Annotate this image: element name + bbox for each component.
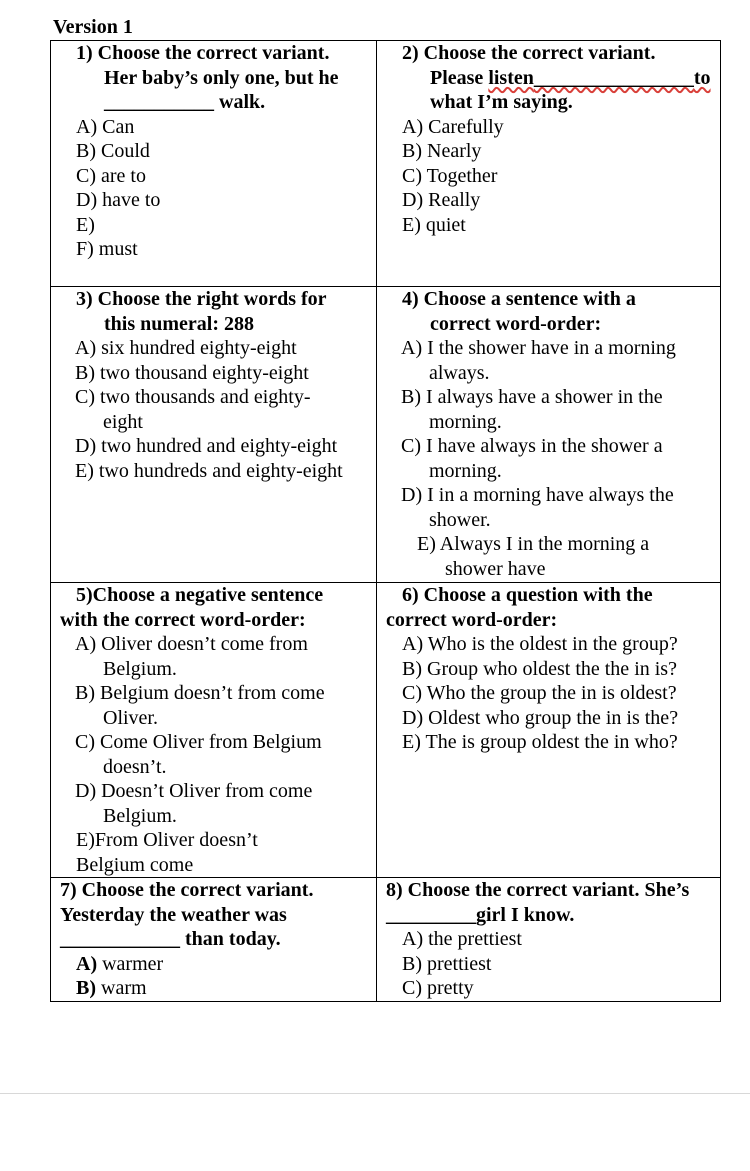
q4-line2: correct word-order: — [430, 312, 602, 335]
q3-option-c: C) two thousands and eighty-eight — [75, 386, 311, 433]
q8-blank: _________ — [386, 903, 476, 926]
q7-blank: ____________ — [60, 928, 180, 950]
q6-title: 6) Choose a question with the — [402, 584, 653, 606]
q1-blank: ___________ — [104, 91, 214, 113]
q5-line2: with the correct word-order: — [60, 608, 306, 631]
q5-option-a: A) Oliver doesn’t come from Belgium. — [75, 633, 308, 680]
q7-option-b-letter: B) — [76, 977, 96, 999]
q7-option-a-text: warmer — [97, 952, 164, 975]
version-label: Version 1 — [53, 16, 133, 38]
q8-title: 8) Choose the correct variant. She’s — [386, 879, 690, 901]
q2-line2 — [402, 66, 720, 91]
q3-title: 3) Choose the right words for — [76, 288, 327, 310]
q5-option-d: D) Doesn’t Oliver from come Belgium. — [75, 780, 313, 827]
q1-line3-rest: walk. — [214, 91, 266, 113]
q4-option-c: C) I have always in the shower a morning. — [401, 435, 663, 482]
q3-option-a: A) six hundred eighty-eight — [75, 337, 297, 359]
q2-to: to — [693, 66, 711, 89]
q5-title: 5)Choose a negative sentence — [76, 584, 324, 606]
q8-option-b: B) prettiest — [402, 952, 492, 975]
q4-option-b: B) I always have a shower in the morning. — [401, 386, 663, 433]
q1-option-e: E) — [76, 213, 95, 236]
question-8-cell — [377, 878, 721, 1002]
q6-option-c: C) Who the group the in is oldest? — [402, 682, 677, 704]
q2-option-d: D) Really — [402, 189, 481, 211]
question-3-cell — [51, 287, 377, 583]
q2-option-a: A) Carefully — [402, 115, 504, 138]
q4-option-d: D) I in a morning have always the shower. — [401, 484, 674, 531]
q7-option-b — [76, 976, 376, 1001]
q4-option-a: A) I the shower have in a morning always. — [401, 337, 676, 384]
q6-option-d: D) Oldest who group the in is the? — [402, 706, 679, 729]
q1-line2: Her baby’s only one, but he — [104, 66, 339, 89]
q3-option-b: B) two thousand eighty-eight — [75, 361, 309, 384]
q1-option-d: D) have to — [76, 189, 161, 211]
question-4-cell — [377, 287, 721, 583]
q1-option-a: A) Can — [76, 115, 135, 138]
q6-option-a: A) Who is the oldest in the group? — [402, 633, 678, 655]
q7-option-a-letter: A) — [76, 952, 98, 975]
q2-title: 2) Choose the correct variant. — [402, 42, 656, 64]
q5-option-b: B) Belgium doesn’t from come Oliver. — [75, 682, 325, 729]
question-5-cell — [51, 583, 377, 878]
q2-blank: ________________ — [533, 66, 694, 89]
q8-line2 — [386, 903, 720, 928]
q1-option-f: F) must — [76, 238, 138, 260]
q8-option-c: C) pretty — [402, 977, 474, 999]
page-divider — [0, 1093, 750, 1094]
q7-line3 — [60, 927, 376, 952]
q7-title: 7) Choose the correct variant. — [60, 879, 314, 901]
q3-option-e: E) two hundreds and eighty-eight — [75, 459, 343, 482]
test-table — [50, 40, 721, 1002]
q2-listen: listen — [488, 66, 534, 89]
q5-option-e: E)From Oliver doesn’t Belgium come — [76, 829, 258, 876]
question-2-cell — [377, 41, 721, 287]
q1-option-c: C) are to — [76, 164, 146, 187]
q8-option-a: A) the prettiest — [402, 928, 522, 950]
question-1-cell — [51, 41, 377, 287]
q1-line3 — [76, 90, 376, 115]
q7-option-b-text: warm — [96, 977, 147, 999]
q4-title: 4) Choose a sentence with a — [402, 288, 636, 310]
q8-line2-rest: girl I know. — [476, 903, 575, 926]
q7-line2: Yesterday the weather was — [60, 903, 287, 926]
q5-option-c: C) Come Oliver from Belgium doesn’t. — [75, 731, 322, 778]
q2-line3: what I’m saying. — [430, 91, 573, 113]
q7-line3-rest: than today. — [180, 928, 281, 950]
q2-option-b: B) Nearly — [402, 140, 482, 162]
question-7-cell — [51, 878, 377, 1002]
q3-line2: this numeral: 288 — [104, 312, 254, 335]
q2-please: Please — [430, 66, 489, 89]
q1-option-b: B) Could — [76, 140, 150, 162]
q2-option-c: C) Together — [402, 164, 498, 187]
q2-option-e: E) quiet — [402, 213, 466, 236]
q6-option-e: E) The is group oldest the in who? — [402, 731, 678, 753]
q6-line2: correct word-order: — [386, 608, 558, 631]
q6-option-b: B) Group who oldest the the in is? — [402, 657, 677, 680]
q4-option-e: E) Always I in the morning a shower have — [417, 533, 650, 580]
question-6-cell — [377, 583, 721, 878]
q2-listen-blank — [488, 67, 710, 89]
q7-option-a — [76, 952, 376, 977]
q1-title: 1) Choose the correct variant. — [76, 42, 330, 64]
q3-option-d: D) two hundred and eighty-eight — [75, 435, 338, 457]
